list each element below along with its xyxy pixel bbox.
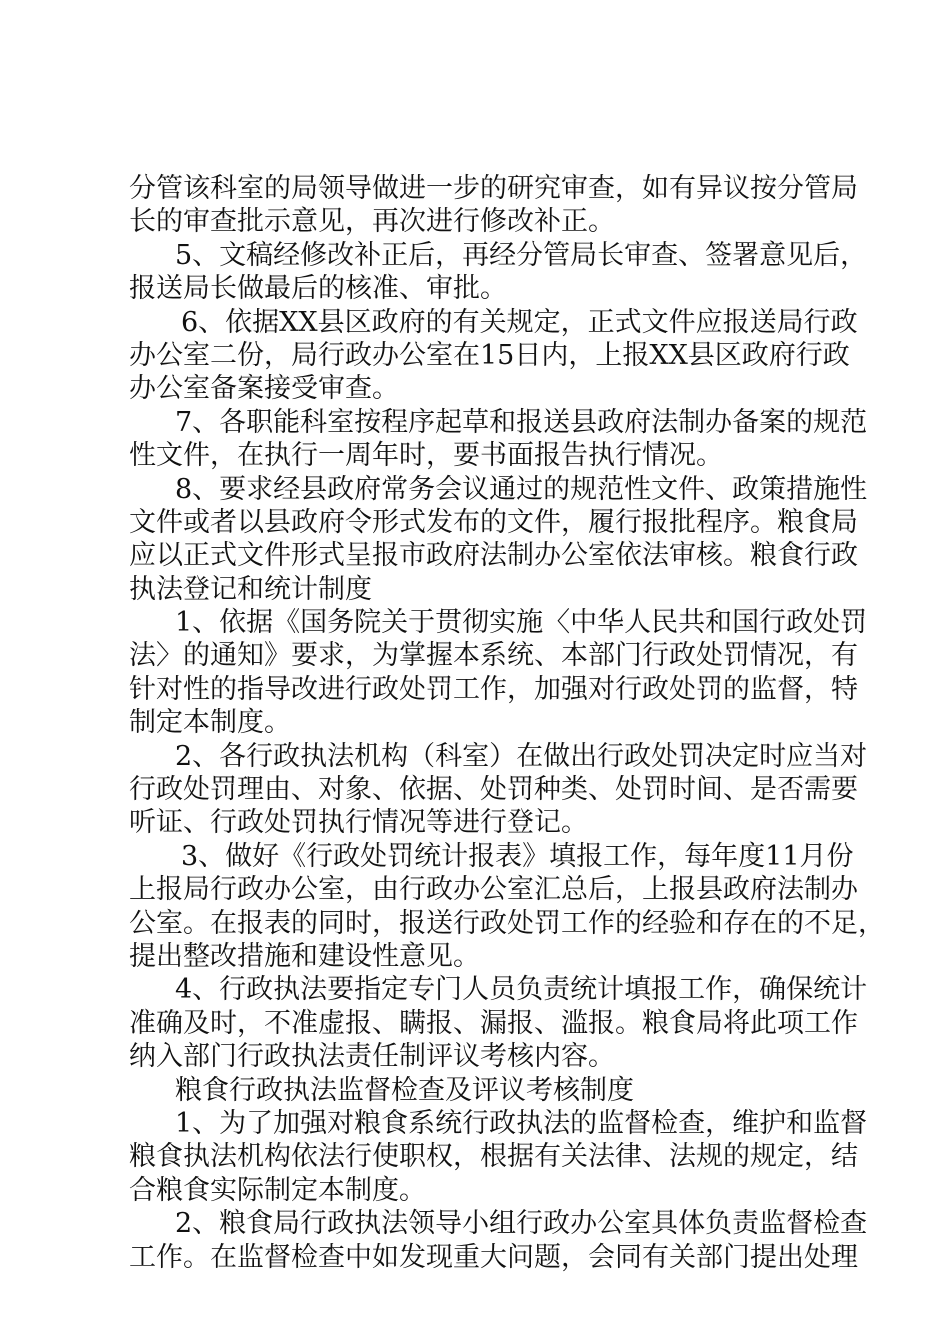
text-line: 工作。在监督检查中如发现重大问题，会同有关部门提出处理 [129, 1241, 858, 1273]
text-line: 听证、行政处罚执行情况等进行登记。 [129, 807, 588, 839]
text-line: 纳入部门行政执法责任制评议考核内容。 [129, 1041, 615, 1073]
document-body [129, 172, 885, 1274]
text-line: 6、依据XX县区政府的有关规定，正式文件应报送局行政 [181, 306, 858, 338]
text-line: 4、行政执法要指定专门人员负责统计填报工作，确保统计 [175, 974, 868, 1006]
section-heading: 粮食行政执法监督检查及评议考核制度 [175, 1074, 634, 1106]
text-line: 1、依据《国务院关于贯彻实施〈中华人民共和国行政处罚 [175, 607, 868, 639]
text-line: 2、粮食局行政执法领导小组行政办公室具体负责监督检查 [175, 1208, 868, 1240]
text-line: 办公室二份，局行政办公室在15日内，上报XX县区政府行政 [129, 339, 850, 371]
text-line: 5、文稿经修改补正后，再经分管局长审查、签署意见后， [175, 239, 868, 271]
text-line: 执法登记和统计制度 [129, 573, 372, 605]
text-line: 合粮食实际制定本制度。 [129, 1174, 426, 1206]
text-line: 办公室备案接受审查。 [129, 373, 399, 405]
text-line: 提出整改措施和建设性意见。 [129, 940, 480, 972]
text-line: 7、各职能科室按程序起草和报送县政府法制办备案的规范 [175, 406, 868, 438]
text-line: 分管该科室的局领导做进一步的研究审查，如有异议按分管局 [129, 173, 858, 204]
text-line: 上报局行政办公室，由行政办公室汇总后，上报县政府法制办 [129, 874, 858, 906]
text-line: 2、各行政执法机构（科室）在做出行政处罚决定时应当对 [175, 740, 868, 772]
text-line: 准确及时，不准虚报、瞒报、漏报、滥报。粮食局将此项工作 [129, 1007, 858, 1039]
text-line: 3、做好《行政处罚统计报表》填报工作，每年度11月份 [181, 840, 854, 872]
text-line: 公室。在报表的同时，报送行政处罚工作的经验和存在的不足， [129, 907, 885, 939]
text-line: 应以正式文件形式呈报市政府法制办公室依法审核。粮食行政 [129, 540, 858, 572]
text-line: 粮食执法机构依法行使职权，根据有关法律、法规的规定，结 [129, 1141, 858, 1173]
text-line: 长的审查批示意见，再次进行修改补正。 [129, 206, 615, 238]
text-line: 报送局长做最后的核准、审批。 [129, 273, 507, 305]
text-line: 针对性的指导改进行政处罚工作，加强对行政处罚的监督，特 [129, 673, 858, 705]
text-line: 8、要求经县政府常务会议通过的规范性文件、政策措施性 [175, 473, 868, 505]
text-line: 制定本制度。 [129, 707, 291, 739]
text-line: 1、为了加强对粮食系统行政执法的监督检查，维护和监督 [175, 1107, 868, 1139]
text-line: 文件或者以县政府令形式发布的文件，履行报批程序。粮食局 [129, 506, 858, 538]
text-line: 法〉的通知》要求，为掌握本系统、本部门行政处罚情况，有 [129, 640, 858, 672]
text-line: 行政处罚理由、对象、依据、处罚种类、处罚时间、是否需要 [129, 774, 858, 806]
text-line: 性文件，在执行一周年时，要书面报告执行情况。 [129, 440, 723, 472]
